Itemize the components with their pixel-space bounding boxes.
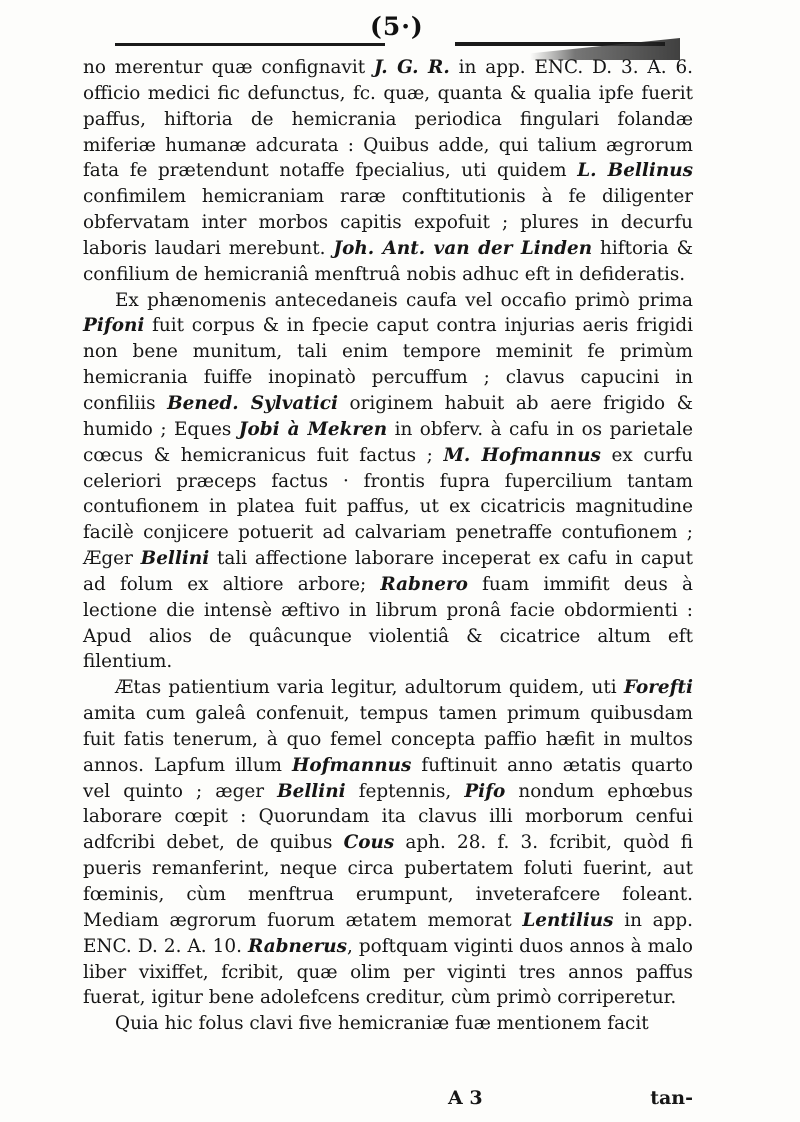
text-run: in app. ENC. D. 2. A. 10. bbox=[83, 909, 693, 957]
paragraph bbox=[83, 675, 693, 1011]
text-run: feptennis, bbox=[345, 780, 465, 802]
paragraph bbox=[83, 288, 693, 676]
body-text bbox=[83, 55, 693, 1037]
paragraph bbox=[83, 1011, 693, 1037]
italic-name: Hofmannus bbox=[291, 754, 412, 776]
page-number: (5·) bbox=[370, 12, 424, 41]
text-run: Ætas patientium varia legitur, adultorum quidem, uti bbox=[115, 677, 624, 699]
text-run: no merentur quæ confignavit bbox=[83, 57, 374, 78]
text-run: ex curfu celeriori præceps factus · frontis fupra fupercilium tantam contufionem in platea fuit paffus, ut ex cicatricis magnitudine facilè conjicere potuerit ad calvariam penetraffe contufionem ; Æger bbox=[83, 444, 693, 570]
italic-name: Forefti bbox=[623, 677, 693, 699]
italic-name: Lentilius bbox=[522, 909, 614, 931]
text-run: Quia hic folus clavi five hemicraniæ fuæ mentionem facit bbox=[115, 1013, 649, 1035]
italic-name: L. Bellinus bbox=[577, 160, 693, 182]
italic-name: M. Hofmannus bbox=[443, 444, 601, 466]
signature-mark: A 3 bbox=[448, 1087, 483, 1109]
catchword: tan- bbox=[650, 1087, 693, 1109]
italic-name: Pifo bbox=[464, 780, 506, 802]
text-run: Ex phænomenis antecedaneis caufa vel occafio primò prima bbox=[115, 289, 693, 311]
italic-name: Bellini bbox=[140, 548, 210, 570]
text-run: fuit corpus & in fpecie caput contra injurias aeris frigidi non bene munitum, tali enim tempore meminit fe primùm hemicrania fuiffe inopinatò percuffum ; clavus capucini in confiliis bbox=[83, 315, 693, 414]
text-run: hiftoria & confilium de hemicraniâ menftruâ nobis adhuc eft in defideratis. bbox=[83, 237, 693, 285]
italic-name: Bened. Sylvatici bbox=[167, 392, 338, 414]
italic-name: Jobi à Mekren bbox=[238, 418, 388, 440]
header-rule-left bbox=[115, 43, 385, 46]
italic-name: J. G. R. bbox=[374, 57, 450, 78]
italic-name: Rabnerus bbox=[248, 935, 347, 957]
text-run: confimilem hemicraniam raræ conftitutionis à fe diligenter obfervatam inter morbos capitis expofuit ; plures in decurfu laboris laudari merebunt. bbox=[83, 186, 693, 259]
text-run: fuftinuit anno ætatis quarto vel quinto ; æger bbox=[83, 754, 693, 802]
text-run: aph. 28. f. 3. fcribit, quòd fi pueris remanferint, neque circa pubertatem foluti fuerint, aut fœminis, cùm menftrua erumpunt, inveterafcere foleant. Mediam ægrorum fuorum ætatem memorat bbox=[83, 832, 693, 931]
italic-name: Cous bbox=[343, 832, 395, 854]
italic-name: Rabnero bbox=[380, 573, 468, 595]
text-run: tali affectione laborare inceperat ex cafu in caput ad folum ex altiore arbore; bbox=[83, 548, 694, 595]
text-run: nondum ephœbus laborare cœpit : Quorundam ita clavus illi morborum cenfui adfcribi debet, de quibus bbox=[83, 780, 693, 854]
text-run: in obferv. à cafu in os parietale cœcus & hemicranicus fuit factus ; bbox=[83, 418, 693, 466]
paragraph bbox=[83, 55, 693, 288]
text-run: amita cum galeâ confenuit, tempus tamen primum quibusdam fuit fatis tenerum, à quo femel concepta paffio hæfit in multos annos. Lapfum illum bbox=[83, 703, 693, 776]
text-run: , poftquam viginti duos annos à malo liber vixiffet, fcribit, quæ olim per viginti tres annos paffus fuerat, igitur bene adolefcens creditur, cùm primò corriperetur. bbox=[83, 935, 693, 1009]
text-run: originem habuit ab aere frigido & humido ; Eques bbox=[83, 392, 693, 440]
text-run: fuam immifit deus à lectione die intensè æftivo in librum pronâ facie obdormienti : Apud alios de quâcunque violentiâ & cicatrice altum eft filentium. bbox=[83, 573, 693, 673]
page-footer bbox=[83, 1087, 693, 1115]
italic-name: Bellini bbox=[277, 780, 346, 802]
text-run: in app. ENC. D. 3. A. 6. officio medici fic defunctus, fc. quæ, quanta & qualia ipfe fuerit paffus, hiftoria de hemicrania periodica fingulari folandæ miferiæ humanæ adcurata : Quibus adde, qui talium ægrorum fata fe prætendunt notaffe fpecialius, uti quidem bbox=[83, 57, 693, 182]
italic-name: Joh. Ant. van der Linden bbox=[333, 237, 593, 259]
italic-name: Pifoni bbox=[83, 315, 145, 337]
